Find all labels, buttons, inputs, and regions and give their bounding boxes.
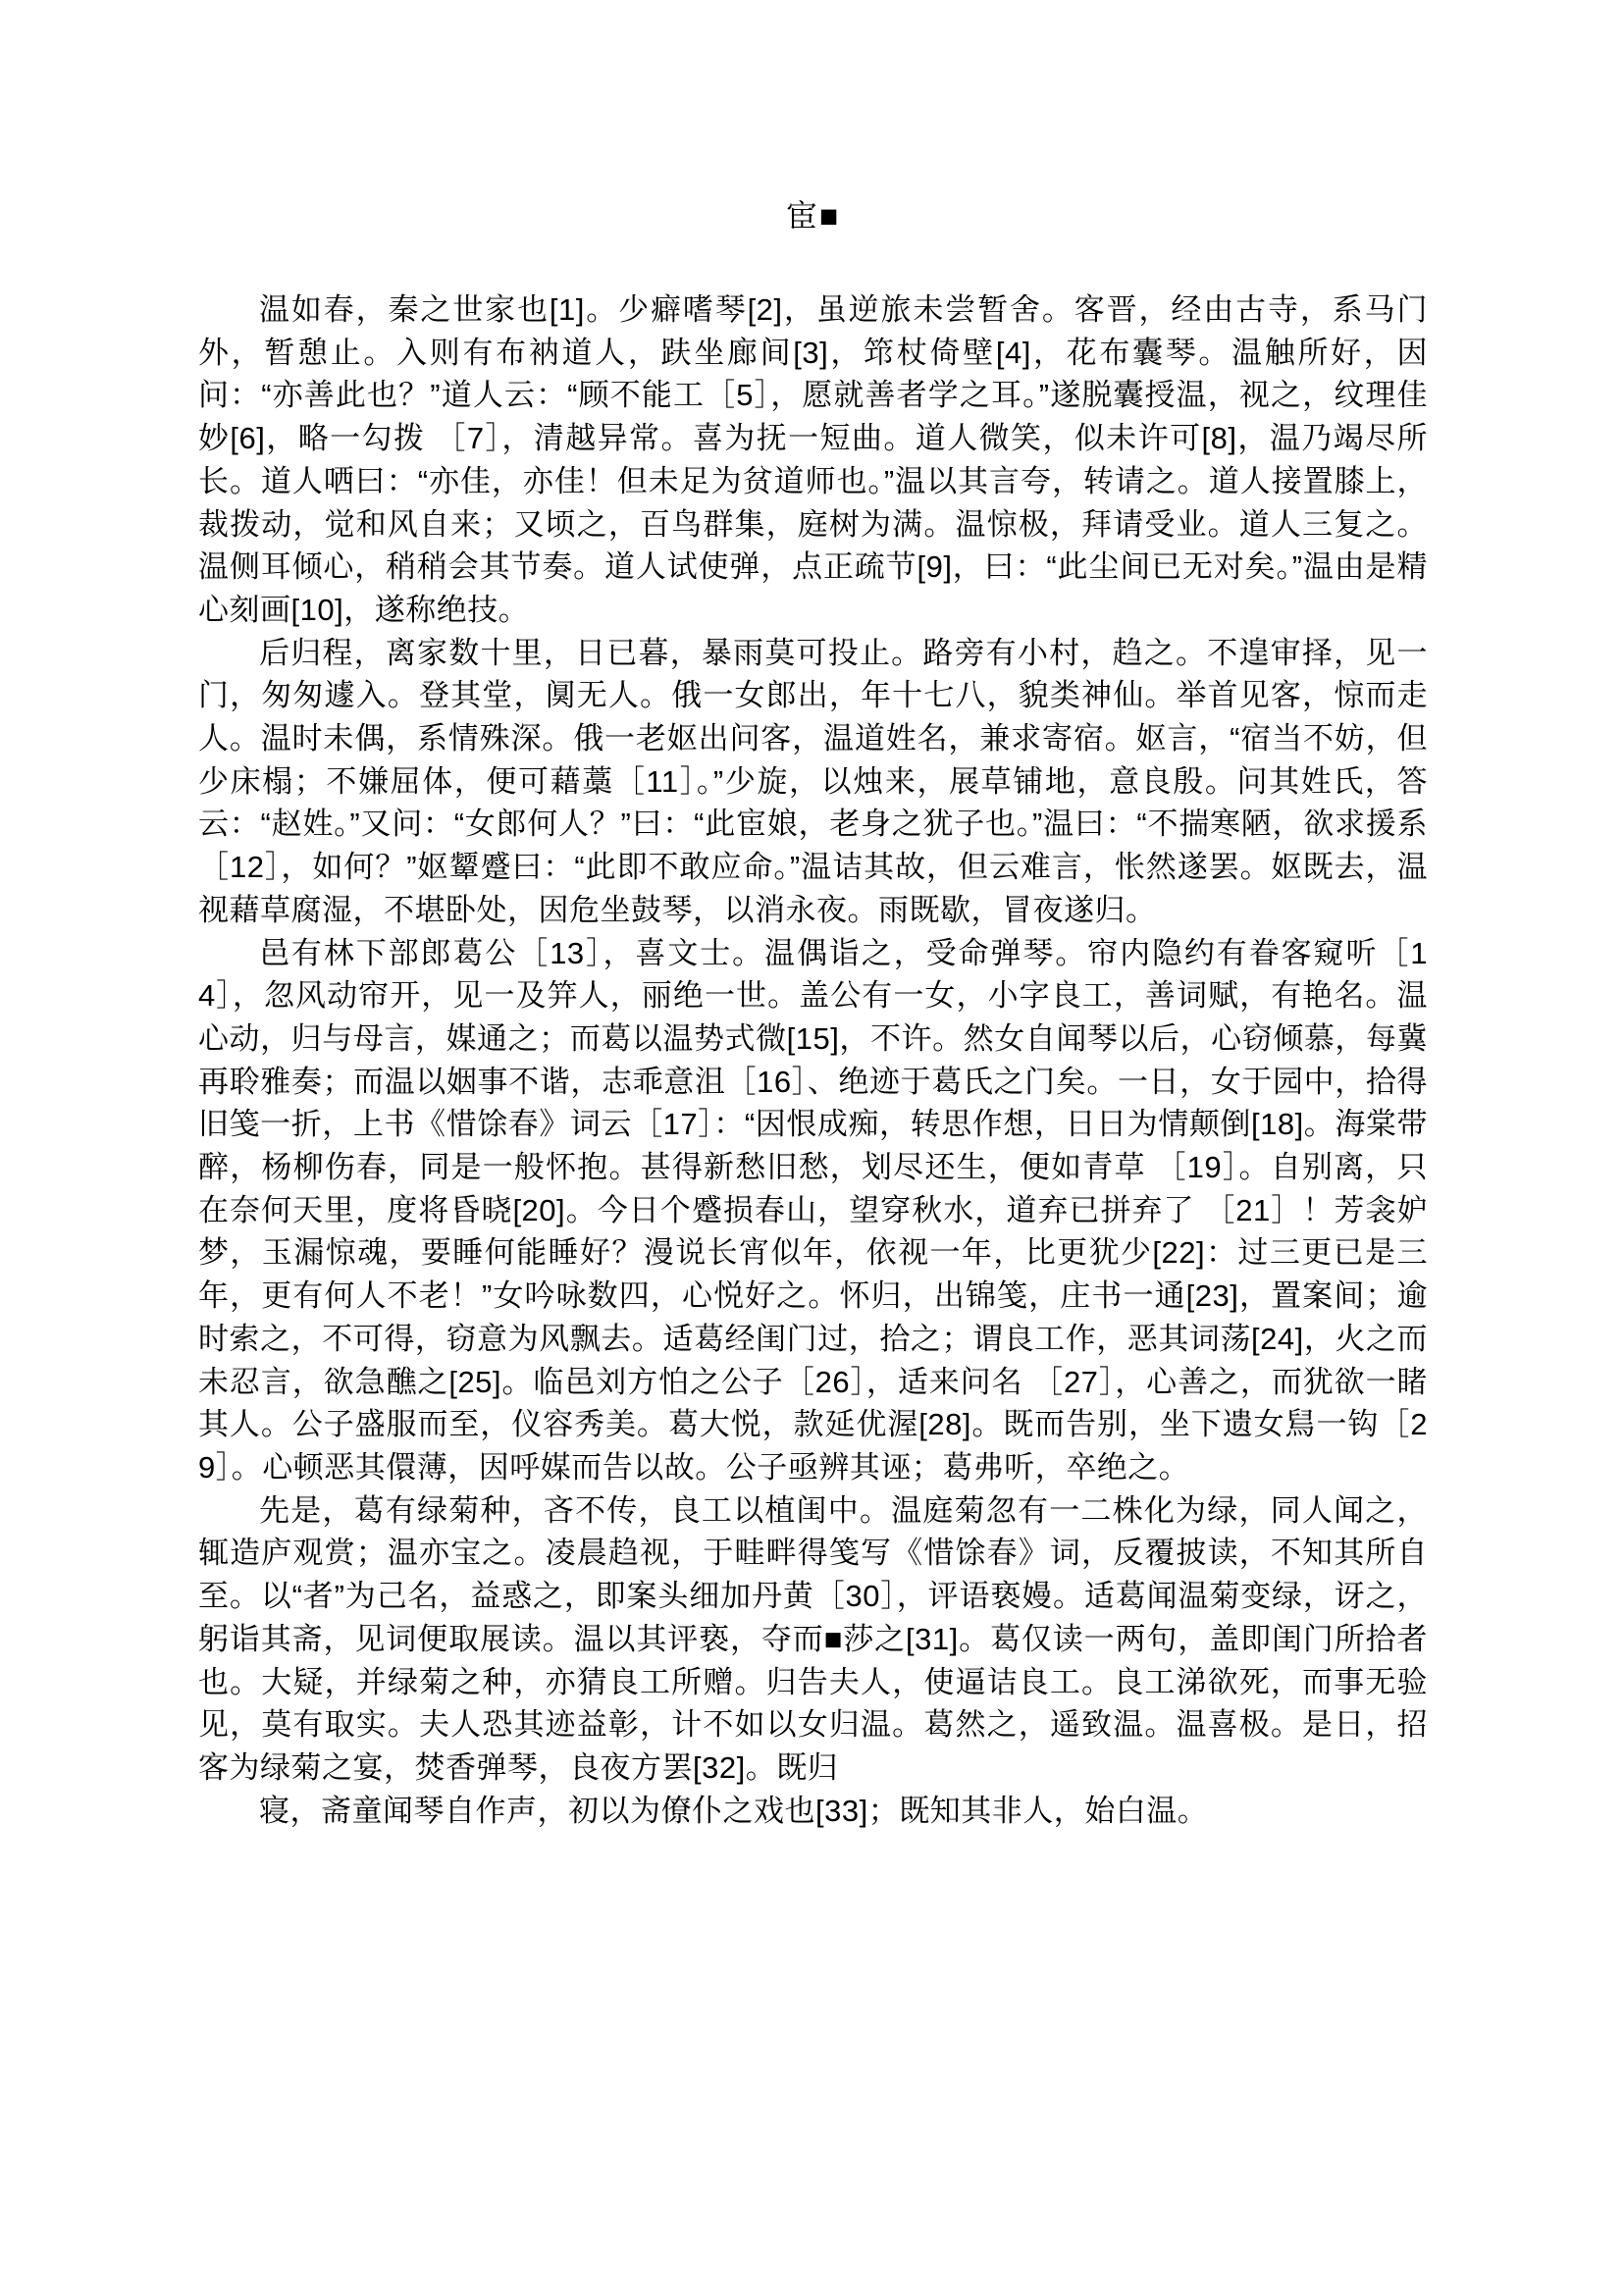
paragraph: 邑有林下部郎葛公［13］，喜文士。温偶诣之，受命弹琴。帘内隐约有眷客窥听［14］，忽风动帘开，见一及笄人，丽绝一世。盖公有一女，小字良工，善词赋，有艳名。温心动，归与母言，媒通之；而葛以温势式微[15]，不许。然女自闻琴以后，心窃倾慕，每冀再聆雅奏；而温以姻事不谐，志乖意沮［16］、绝迹于葛氏之门矣。一日，女于园中，拾得旧笺一折，上书《惜馀春》词云［17］：“因恨成痴，转思作想，日日为情颠倒[18]。海棠带醉，杨柳伤春，同是一般怀抱。甚得新愁旧愁，划尽还生，便如青草 ［19］。自别离，只在奈何天里，度将昏晓[20]。今日个蹙损春山，望穿秋水，道弃已拼弃了 ［21］！芳衾妒梦，玉漏惊魂，要睡何能睡好？漫说长宵似年，依视一年，比更犹少[22]：过三更已是三年，更有何人不老！”女吟咏数四，心悦好之。怀归，出锦笺，庄书一通[23]，置案间；逾时索之，不可得，窃意为风飘去。适葛经闺门过，拾之；谓良工作，恶其词荡[24]，火之而未忍言，欲急醮之[25]。临邑刘方怕之公子［26］，适来问名 ［27］，心善之，而犹欲一睹其人。公子盛服而至，仪容秀美。葛大悦，款延优渥[28]。既而告别，坐下遗女舃一钩［29］。心顿恶其儇薄，因呼媒而告以故。公子亟辨其诬；葛弗听，卒绝之。 [198, 935, 1428, 1485]
page-title: 宦■ [785, 198, 841, 234]
document-body [198, 288, 1428, 1832]
paragraph: 先是，葛有绿菊种，吝不传，良工以植闺中。温庭菊忽有一二株化为绿，同人闻之，辄造庐观赏；温亦宝之。凌晨趋视，于畦畔得笺写《惜馀春》词，反覆披读，不知其所自至。以“者”为己名，益惑之，即案头细加丹黄［30］，评语亵嫚。适葛闻温菊变绿，讶之，躬诣其斋，见词便取展读。温以其评亵，夺而■莎之[31]。葛仅读一两句，盖即闺门所拾者也。大疑，并绿菊之种，亦猜良工所赠。归告夫人，使逼诘良工。良工涕欲死，而事无验见，莫有取实。夫人恐其迹益彰，计不如以女归温。葛然之，遥致温。温喜极。是日，招客为绿菊之宴，焚香弹琴，良夜方罢[32]。既归 [198, 1492, 1428, 1785]
paragraph: 温如春，秦之世家也[1]。少癖嗜琴[2]，虽逆旅未尝暂舍。客晋，经由古寺，系马门外，暂憩止。入则有布衲道人，趺坐廊间[3]，筇杖倚壁[4]，花布囊琴。温触所好，因问：“亦善此也？”道人云：“顾不能工［5］，愿就善者学之耳。”遂脱囊授温，视之，纹理佳妙[6]，略一勾拨 ［7］，清越异常。喜为抚一短曲。道人微笑，似未许可[8]，温乃竭尽所长。道人哂曰：“亦佳，亦佳！但未足为贫道师也。”温以其言夸，转请之。道人接置膝上，裁拨动，觉和风自来；又顷之，百鸟群集，庭树为满。温惊极，拜请受业。道人三复之。温侧耳倾心，稍稍会其节奏。道人试使弹，点正疏节[9]，曰：“此尘间已无对矣。”温由是精心刻画[10]，遂称绝技。 [198, 292, 1428, 627]
paragraph: 后归程，离家数十里，日已暮，暴雨莫可投止。路旁有小村，趋之。不遑审择，见一门，匆匆遽入。登其堂，阒无人。俄一女郎出，年十七八，貌类神仙。举首见客，惊而走人。温时未偶，系情殊深。俄一老妪出问客，温道姓名，兼求寄宿。妪言，“宿当不妨，但少床榻；不嫌屈体，便可藉藁［11］。”少旋，以烛来，展草铺地，意良殷。问其姓氏，答云：“赵姓。”又问：“女郎何人？”曰：“此宦娘，老身之犹子也。”温曰：“不揣寒陋，欲求援系［12］，如何？”妪颦蹙曰：“此即不敢应命。”温诘其故，但云难言，怅然遂罢。妪既去，温视藉草腐湿，不堪卧处，因危坐鼓琴，以消永夜。雨既歇，冒夜遂归。 [198, 635, 1428, 927]
paragraph: 寝，斋童闻琴自作声，初以为僚仆之戏也[33]；既知其非人，始白温。 [259, 1793, 1209, 1828]
